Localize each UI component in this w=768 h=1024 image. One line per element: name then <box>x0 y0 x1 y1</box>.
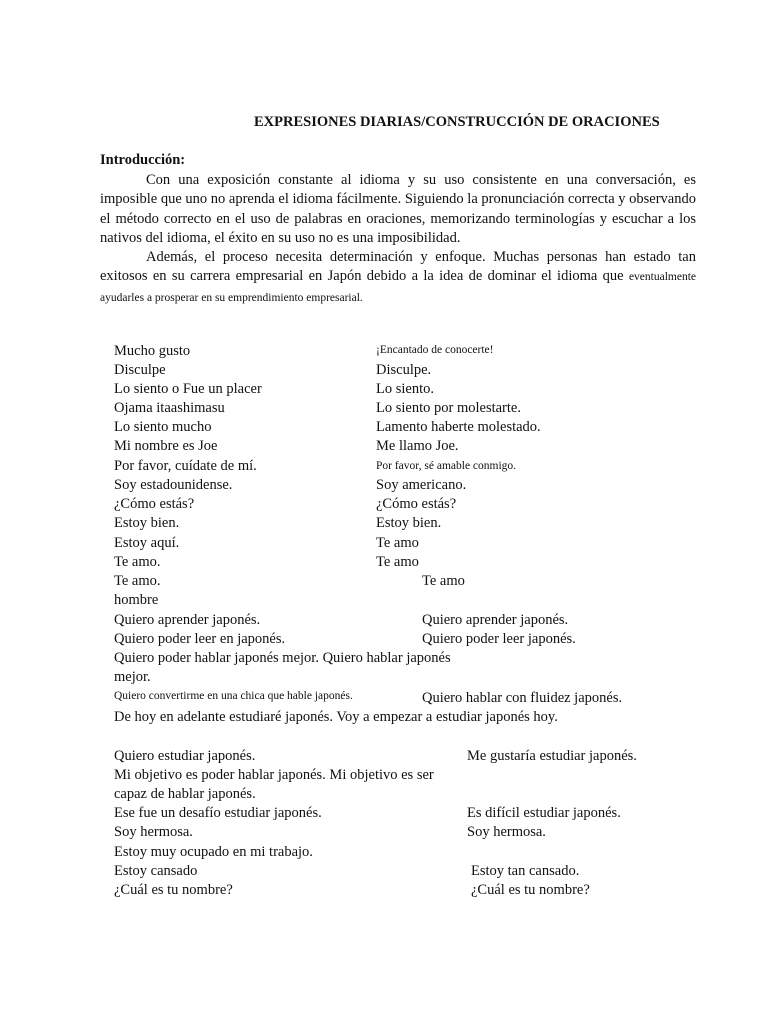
phrase-right: Soy americano. <box>376 477 467 493</box>
phrase-right: Me llamo Joe. <box>376 438 459 454</box>
phrase-left: Soy estadounidense. <box>114 477 233 493</box>
phrase-left: Te amo. <box>114 554 161 570</box>
phrase-left: ¿Cómo estás? <box>114 496 195 512</box>
phrase-right: Estoy tan cansado. <box>471 863 580 879</box>
intro-paragraph-2-main: Además, el proceso necesita determinación y enfoque. Muchas personas han estado tan exitosos en su carrera empresarial en Japón debido a la idea de dominar el idioma que <box>100 249 696 285</box>
page-title: EXPRESIONES DIARIAS/CONSTRUCCIÓN DE ORACIONES <box>254 114 660 130</box>
phrase-right: Lo siento por molestarte. <box>376 400 521 416</box>
phrase-left: Soy hermosa. <box>114 824 193 840</box>
phrase-right: Quiero hablar con fluidez japonés. <box>422 690 623 706</box>
intro-paragraph-2-small: eventualmente ayudarles a prosperar en su emprendimiento empresarial. <box>100 271 696 304</box>
phrase-left: Estoy cansado <box>114 863 198 879</box>
phrase-right: Te amo <box>376 554 419 570</box>
phrase-right: Quiero aprender japonés. <box>422 612 569 628</box>
intro-paragraph-1: Con una exposición constante al idioma y su uso consistente en una conversación, es imposible que uno no aprenda el idioma fácilmente. Siguiendo la pronunciación correcta y observando el método correcto en el uso de palabras en oraciones, memorizando terminologías y escuchar a los nativos del idioma, el éxito en su uso no es una imposibilidad. <box>100 172 696 246</box>
phrase-left: Disculpe <box>114 362 166 378</box>
phrase-right: Disculpe. <box>376 362 432 378</box>
phrase-left: Quiero poder hablar japonés mejor. Quiero hablar japonés mejor. <box>114 650 451 685</box>
phrase-left: Por favor, cuídate de mí. <box>114 458 257 474</box>
phrase-left: Mi nombre es Joe <box>114 438 218 454</box>
phrase-left: hombre <box>114 592 159 608</box>
phrase-right: Lo siento. <box>376 381 434 397</box>
phrase-right: ¡Encantado de conocerte! <box>376 344 494 356</box>
phrase-left: De hoy en adelante estudiaré japonés. Voy a empezar a estudiar japonés hoy. <box>114 709 558 725</box>
phrase-left: ¿Cuál es tu nombre? <box>114 882 233 898</box>
phrase-left: Quiero poder leer en japonés. <box>114 631 286 647</box>
phrase-left: Estoy bien. <box>114 515 180 531</box>
phrase-right: Soy hermosa. <box>467 824 546 840</box>
phrase-left: Estoy aquí. <box>114 535 180 551</box>
phrase-left: Mucho gusto <box>114 343 191 359</box>
phrase-right: Es difícil estudiar japonés. <box>467 805 621 821</box>
phrase-left: Quiero estudiar japonés. <box>114 748 256 764</box>
phrase-left: Lo siento mucho <box>114 419 212 435</box>
phrase-right: Te amo <box>376 535 419 551</box>
phrase-right: Lamento haberte molestado. <box>376 419 541 435</box>
phrase-right: Me gustaría estudiar japonés. <box>467 748 637 764</box>
phrase-right: Te amo <box>422 573 465 589</box>
phrase-right: ¿Cómo estás? <box>376 496 457 512</box>
phrase-left: Quiero aprender japonés. <box>114 612 261 628</box>
phrase-left: Ese fue un desafío estudiar japonés. <box>114 805 322 821</box>
phrase-right: ¿Cuál es tu nombre? <box>471 882 590 898</box>
phrase-right: Estoy bien. <box>376 515 442 531</box>
phrase-left: Estoy muy ocupado en mi trabajo. <box>114 844 313 860</box>
phrase-right: Quiero poder leer japonés. <box>422 631 576 647</box>
phrase-left: Lo siento o Fue un placer <box>114 381 262 397</box>
phrase-right: Por favor, sé amable conmigo. <box>376 460 517 472</box>
intro-heading: Introducción: <box>100 152 186 168</box>
phrase-left: Ojama itaashimasu <box>114 400 225 416</box>
phrase-left: Mi objetivo es poder hablar japonés. Mi objetivo es ser capaz de hablar japonés. <box>114 767 434 802</box>
phrase-left: Te amo. <box>114 573 161 589</box>
phrase-left: Quiero convertirme en una chica que hable japonés. <box>114 690 353 702</box>
